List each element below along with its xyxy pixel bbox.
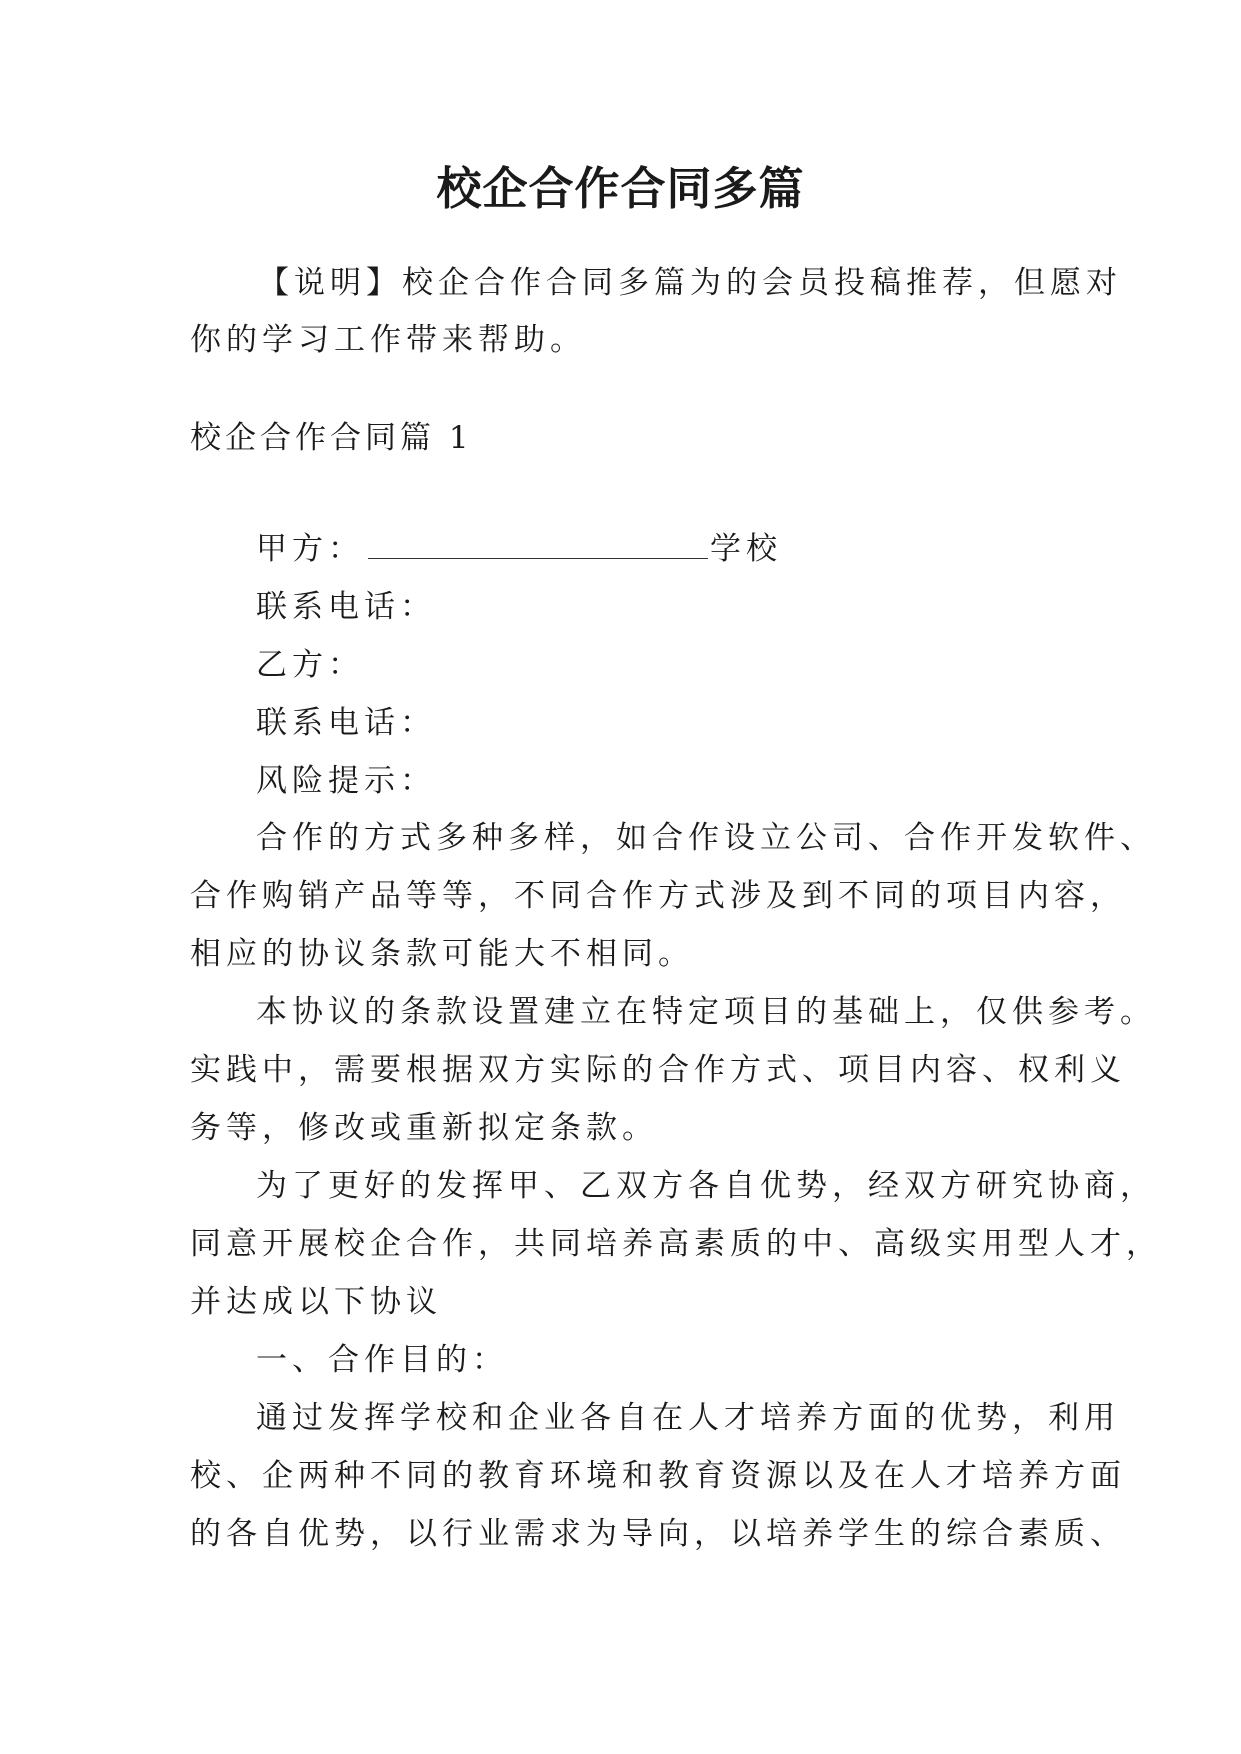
- para1-line-3: 相应的协议条款可能大不相同。: [190, 936, 694, 972]
- party-b: 乙方：: [256, 647, 364, 683]
- party-a-phone: 联系电话：: [256, 589, 436, 625]
- purpose-heading: 一、合作目的：: [256, 1342, 508, 1378]
- party-a-label: 甲方：: [256, 531, 364, 567]
- para4-line-1: 通过发挥学校和企业各自在人才培养方面的优势，利用: [256, 1400, 1120, 1436]
- party-a-blank: [368, 528, 708, 559]
- para3-line-3: 并达成以下协议: [190, 1284, 442, 1320]
- party-a-suffix: 学校: [710, 531, 782, 567]
- para1-line-2: 合作购销产品等等，不同合作方式涉及到不同的项目内容，: [190, 878, 1126, 914]
- intro-line-1: 【说明】校企合作合同多篇为的会员投稿推荐，但愿对: [258, 265, 1122, 301]
- para2-line-3: 务等，修改或重新拟定条款。: [190, 1110, 658, 1146]
- para4-line-2: 校、企两种不同的教育环境和教育资源以及在人才培养方面: [190, 1458, 1126, 1494]
- para1-line-1: 合作的方式多种多样，如合作设立公司、合作开发软件、: [256, 820, 1156, 856]
- para2-line-2: 实践中，需要根据双方实际的合作方式、项目内容、权利义: [190, 1052, 1126, 1088]
- para3-line-1: 为了更好的发挥甲、乙双方各自优势，经双方研究协商，: [256, 1168, 1156, 1204]
- para4-line-3: 的各自优势，以行业需求为导向，以培养学生的综合素质、: [190, 1516, 1126, 1552]
- para3-line-2: 同意开展校企合作，共同培养高素质的中、高级实用型人才，: [190, 1226, 1162, 1262]
- party-a-line: [256, 528, 782, 569]
- section-heading: 校企合作合同篇 1: [190, 420, 473, 456]
- document-title: 校企合作合同多篇: [436, 162, 805, 215]
- intro-line-2: 你的学习工作带来帮助。: [190, 322, 586, 358]
- risk-heading: 风险提示：: [256, 763, 436, 799]
- para2-line-1: 本协议的条款设置建立在特定项目的基础上，仅供参考。: [256, 994, 1156, 1030]
- party-b-phone: 联系电话：: [256, 705, 436, 741]
